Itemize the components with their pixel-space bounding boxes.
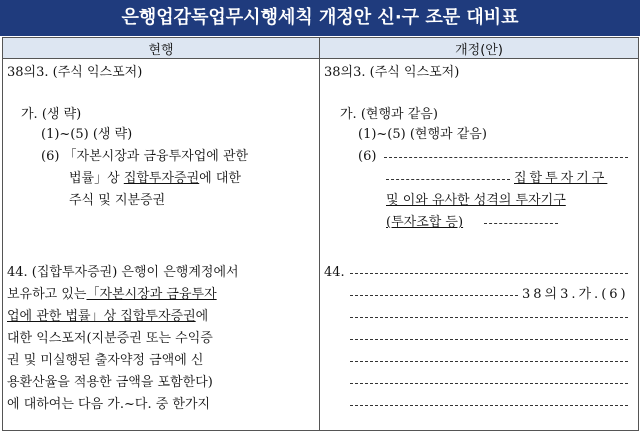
placeholder-dash [350, 295, 518, 296]
current-item-1-5: (1)~(5) (생 략) [41, 127, 133, 142]
header-proposed: 개정(안) [320, 38, 639, 59]
page-title: 은행업감독업무시행세칙 개정안 신·구 조문 대비표 [0, 0, 640, 36]
current-p44-line5: 권 및 미실행된 출자약정 금액에 신 [7, 353, 204, 368]
current-p44-line2 [7, 287, 217, 303]
current-p44-underlined-1: 「자본시장과 금융투자 [86, 287, 217, 302]
proposed-item-6: (6) [358, 149, 377, 164]
placeholder-dash [484, 223, 558, 224]
current-item-6-line2 [69, 171, 241, 187]
proposed-item-1-5: (1)~(5) (현행과 같음) [358, 127, 487, 142]
current-p44-line3 [7, 309, 208, 325]
proposed-item-ga: 가. (현행과 같음) [340, 107, 438, 122]
proposed-p44-number: 44. [324, 265, 345, 280]
proposed-item-6-text1: 집합투자기구 [514, 171, 608, 186]
current-item-6-line1: (6) 「자본시장과 금융투자업에 관한 [41, 149, 249, 164]
placeholder-dash [350, 361, 628, 362]
current-p44-line7: 에 대하여는 다음 가.~다. 중 한가지 [7, 397, 211, 412]
placeholder-dash [350, 339, 628, 340]
current-item-6-line3: 주식 및 지분증권 [69, 193, 166, 208]
current-p44-line1: 44. (집합투자증권) 은행이 은행계정에서 [7, 265, 239, 280]
current-p44-line4: 대한 익스포저(지분증권 또는 수익증 [7, 331, 213, 346]
placeholder-dash [350, 405, 628, 406]
current-p44-line6: 용환산율을 적용한 금액을 포함한다) [7, 375, 213, 390]
current-item-ga: 가. (생 략) [21, 107, 82, 122]
placeholder-dash [350, 317, 628, 318]
comparison-table [2, 37, 639, 431]
proposed-item-6-text2: 및 이와 유사한 성격의 투자기구 [386, 193, 566, 208]
current-item-6-line2c: 에 대한 [199, 171, 241, 186]
placeholder-dash [350, 273, 628, 274]
proposed-article-title: 38의3. (주식 익스포저) [324, 65, 460, 80]
body-row [3, 59, 639, 431]
proposed-p44-reference: 38의3.가.(6) [522, 287, 629, 302]
current-article-title: 38의3. (주식 익스포저) [7, 65, 143, 80]
proposed-item-6-text3: (투자조합 등) [386, 215, 464, 230]
current-item-6-line2a: 법률」상 [69, 171, 124, 186]
current-item-6-underlined: 집합투자증권 [123, 171, 200, 186]
placeholder-dash [384, 157, 628, 158]
placeholder-dash [386, 179, 510, 180]
current-p44-line3b: 에 [195, 309, 209, 324]
header-current: 현행 [3, 38, 320, 59]
placeholder-dash [350, 383, 628, 384]
current-column [3, 59, 320, 431]
proposed-column [320, 59, 639, 431]
header-row [3, 38, 639, 59]
current-p44-line2a: 보유하고 있는 [7, 287, 87, 302]
current-p44-underlined-2: 업에 관한 법률」상 집합투자증권 [7, 309, 196, 324]
